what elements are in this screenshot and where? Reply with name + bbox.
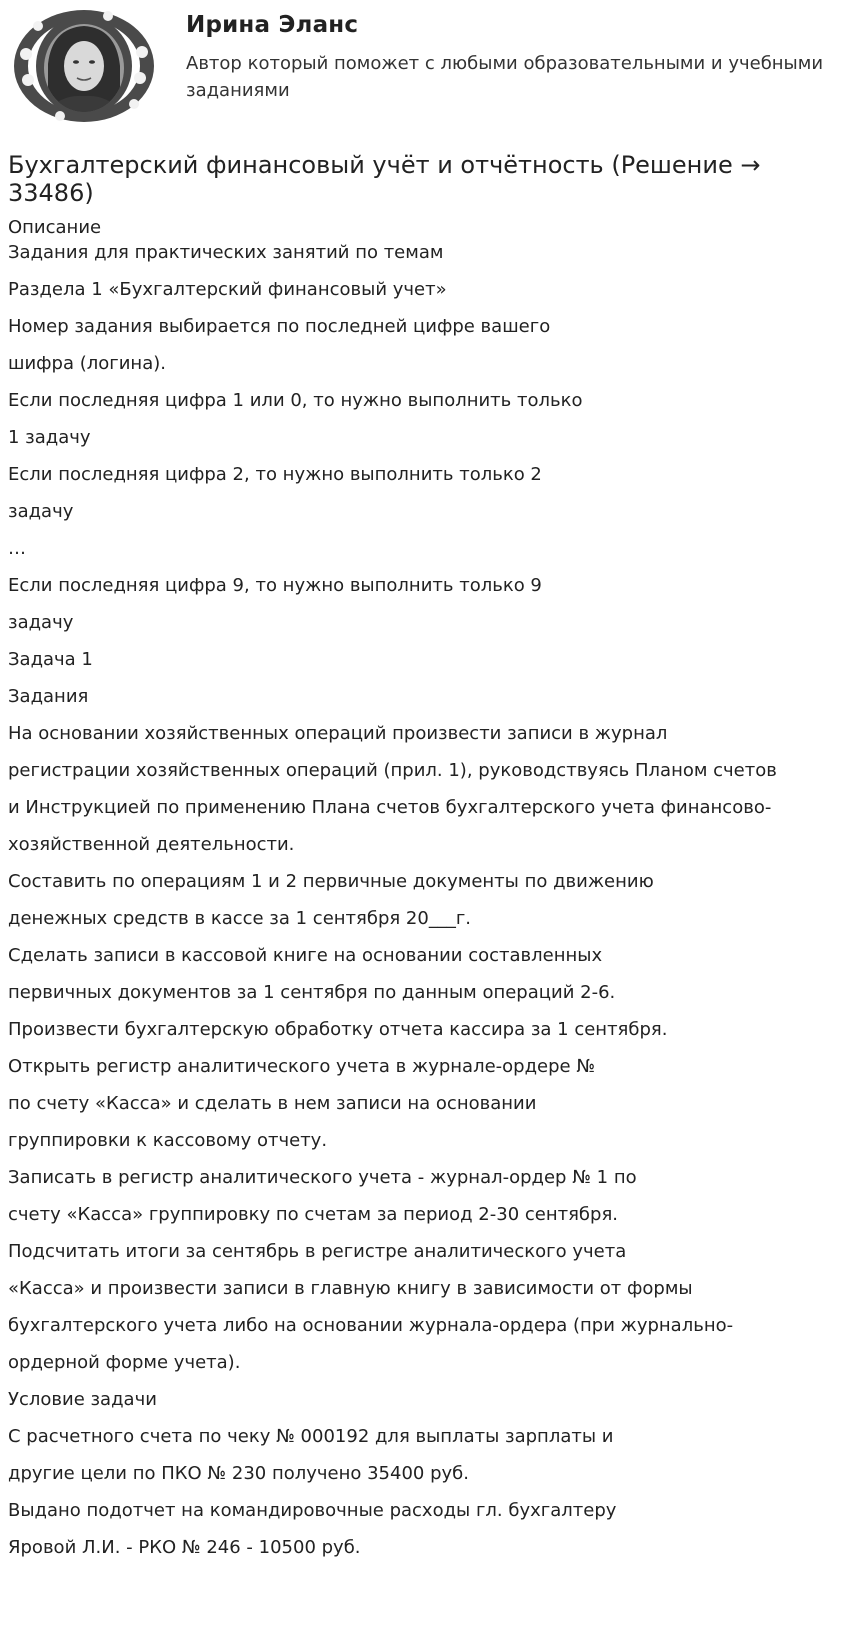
- author-avatar[interactable]: [8, 4, 160, 128]
- text-line: другие цели по ПКО № 230 получено 35400 руб.: [8, 1463, 469, 1484]
- text-line: …: [8, 538, 26, 559]
- text-line: и Инструкцией по применению Плана счетов бухгалтерского учета финансово-: [8, 797, 772, 818]
- text-line: На основании хозяйственных операций произвести записи в журнал: [8, 723, 668, 744]
- text-line: регистрации хозяйственных операций (прил. 1), руководствуясь Планом счетов: [8, 760, 777, 781]
- text-line: Раздела 1 «Бухгалтерский финансовый учет»: [8, 279, 447, 300]
- text-line: группировки к кассовому отчету.: [8, 1130, 328, 1151]
- author-name[interactable]: Ирина Эланс: [186, 12, 359, 38]
- text-line: Условие задачи: [8, 1389, 157, 1410]
- text-line: Записать в регистр аналитического учета - журнал-ордер № 1 по: [8, 1167, 637, 1188]
- text-line: денежных средств в кассе за 1 сентября 20___г.: [8, 908, 472, 929]
- page-title: Бухгалтерский финансовый учёт и отчётность (Решение → 33486): [8, 151, 761, 207]
- text-line: Если последняя цифра 1 или 0, то нужно выполнить только: [8, 390, 583, 411]
- text-line: Задача 1: [8, 649, 93, 670]
- text-line: Выдано подотчет на командировочные расходы гл. бухгалтеру: [8, 1500, 617, 1521]
- text-line: Задания: [8, 686, 89, 707]
- text-line: Яровой Л.И. - РКО № 246 - 10500 руб.: [8, 1537, 361, 1558]
- text-line: Подсчитать итоги за сентябрь в регистре аналитического учета: [8, 1241, 627, 1262]
- text-line: С расчетного счета по чеку № 000192 для выплаты зарплаты и: [8, 1426, 614, 1447]
- text-line: Открыть регистр аналитического учета в журнале-ордере №: [8, 1056, 596, 1077]
- text-line: первичных документов за 1 сентября по данным операций 2-6.: [8, 982, 616, 1003]
- text-line: хозяйственной деятельности.: [8, 834, 295, 855]
- text-line: Задания для практических занятий по темам: [8, 242, 444, 263]
- text-line: «Касса» и произвести записи в главную книгу в зависимости от формы: [8, 1278, 693, 1299]
- text-line: задачу: [8, 501, 74, 522]
- text-line: счету «Касса» группировку по счетам за период 2-30 сентября.: [8, 1204, 619, 1225]
- text-line: Произвести бухгалтерскую обработку отчета кассира за 1 сентября.: [8, 1019, 668, 1040]
- text-line: шифра (логина).: [8, 353, 166, 374]
- text-line: задачу: [8, 612, 74, 633]
- text-line: бухгалтерского учета либо на основании журнала-ордера (при журнально-: [8, 1315, 734, 1336]
- description-text: [8, 240, 847, 1572]
- author-description: Автор который поможет с любыми образовательными и учебными заданиями: [186, 53, 824, 101]
- author-card: [8, 0, 847, 135]
- text-line: Составить по операциям 1 и 2 первичные документы по движению: [8, 871, 654, 892]
- text-line: Если последняя цифра 2, то нужно выполнить только 2: [8, 464, 542, 485]
- text-line: 1 задачу: [8, 427, 91, 448]
- text-line: Сделать записи в кассовой книге на основании составленных: [8, 945, 603, 966]
- text-line: по счету «Касса» и сделать в нем записи на основании: [8, 1093, 537, 1114]
- text-line: ордерной форме учета).: [8, 1352, 241, 1373]
- text-line: Номер задания выбирается по последней цифре вашего: [8, 316, 551, 337]
- description-label: Описание: [8, 217, 102, 238]
- text-line: Если последняя цифра 9, то нужно выполнить только 9: [8, 575, 542, 596]
